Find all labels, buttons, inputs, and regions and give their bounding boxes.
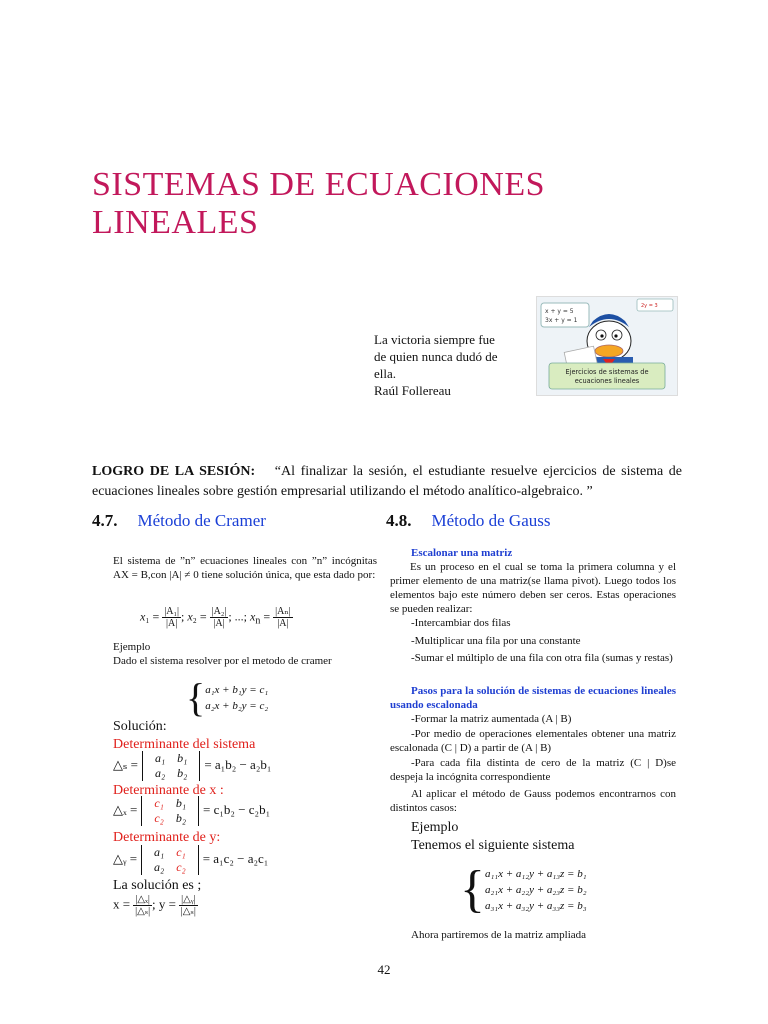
solution-formula: x = $\frac{\text{|△ₓ|}}{\text{|△ₛ|}}$ ; y = $\frac{\text{|△ᵧ|}}{\text{|△ₛ|}}$ [113, 894, 196, 917]
epigraph-quote [374, 331, 524, 399]
det-y-expression: △ᵧ = a₁ c₁ a₂ c₂ = a₁c₂ − a₂c₁ [113, 845, 269, 874]
quote-line: La victoria siempre fue [374, 332, 495, 347]
section-heading-gauss [386, 511, 550, 531]
cartoon-illustration [536, 296, 678, 396]
left-brace-icon: { [460, 861, 485, 918]
section-number: 4.8. [386, 511, 412, 530]
gauss-system [460, 861, 587, 918]
paso-item: -Formar la matriz aumentada (A | B) [411, 713, 572, 725]
svg-text:x + y = 5: x + y = 5 [545, 308, 574, 315]
quote-line: ella. [374, 366, 397, 381]
operation-item: -Intercambiar dos filas [411, 617, 511, 629]
svg-text:ecuaciones lineales: ecuaciones lineales [574, 377, 640, 385]
operation-item: -Sumar el múltiplo de una fila con otra fila (sumas y restas) [411, 652, 673, 664]
ahora-text: Ahora partiremos de la matriz ampliada [411, 929, 587, 941]
svg-text:Ejercicios de sistemas de: Ejercicios de sistemas de [565, 368, 649, 376]
determinant-matrix: a₁ c₁ a₂ c₂ [141, 845, 199, 875]
left-brace-icon: { [186, 675, 206, 720]
escalonar-heading: Escalonar una matriz [411, 547, 513, 559]
la-solucion-label: La solución es ; [113, 878, 202, 893]
det-s-expression: △ₛ = a₁ b₁ a₂ b₂ = a₁b₂ − a₂b₁ [113, 751, 272, 780]
system-equation: a₂x + b₂y = c₂ [205, 700, 269, 712]
cramer-intro: El sistema de ”n” ecuaciones lineales con ”n” incógnitas AX = B,con |A| ≠ 0 tiene solución única, que esta dado por: [113, 555, 377, 581]
chapter-title-line1: SISTEMAS DE ECUACIONES [92, 166, 546, 203]
escalonar-text: Es un proceso en el cual se toma la primera columna y el primer elemento de una matriz(se llama pivot). Luego todos los elementos bajo este número deben ser ceros. Estas operaciones se pueden realizar: [390, 561, 676, 615]
cramer-system [186, 675, 269, 720]
system-equation: a₁₁x + a₁₂y + a₁₃z = b₁ [484, 868, 587, 880]
learning-outcome [92, 462, 682, 502]
det-x-expression: △ₓ = c₁ b₁ c₂ b₂ = c₁b₂ − c₂b₁ [113, 796, 271, 825]
ejemplo-label: Ejemplo [113, 641, 151, 653]
system-equation: a₃₁x + a₃₂y + a₃₃z = b₃ [484, 900, 587, 912]
paso-item: -Para cada fila distinta de cero de la matriz (C | D)se despeja la incógnita correspondiente [390, 757, 676, 783]
chapter-title [92, 166, 692, 242]
system-equation: a₂₁x + a₂₂y + a₂₃z = b₂ [484, 884, 587, 896]
determinant-matrix: c₁ b₁ c₂ b₂ [141, 796, 199, 826]
pasos-heading: Pasos para la solución de sistemas de ecuaciones lineales usando escalonada [390, 685, 676, 711]
determinant-matrix: a₁ b₁ a₂ b₂ [142, 751, 200, 781]
section-title: Método de Gauss [431, 511, 551, 530]
learning-outcome-text: “Al finalizar la sesión, el estudiante resuelve ejercicios de sistema de ecuaciones lineales sobre gestión empresarial utilizando el método analítico-algebraico. ” [92, 464, 683, 499]
learning-outcome-label: LOGRO DE LA SESIÓN: [92, 464, 256, 479]
al-aplicar-text: Al aplicar el método de Gauss podemos encontrarnos con distintos casos: [390, 788, 676, 814]
chapter-title-line2: LINEALES [92, 204, 259, 241]
tenemos-text: Tenemos el siguiente sistema [411, 838, 575, 853]
ejemplo-text: Dado el sistema resolver por el metodo de cramer [113, 655, 332, 667]
det-sistema-label: Determinante del sistema [113, 737, 256, 752]
paso-item: -Por medio de operaciones elementales obtener una matriz escalonada (C | D) a partir de (A | B) [390, 728, 676, 754]
section-heading-cramer [92, 511, 266, 531]
svg-text:3x + y = 1: 3x + y = 1 [545, 317, 578, 324]
duck-cartoon-icon [537, 297, 677, 395]
page-number: 42 [377, 962, 391, 977]
det-y-label: Determinante de y: [113, 830, 221, 845]
quote-author: Raúl Follereau [374, 383, 451, 398]
section-title: Método de Cramer [137, 511, 266, 530]
system-equation: a₁x + b₁y = c₁ [205, 684, 269, 696]
section-number: 4.7. [92, 511, 118, 530]
det-x-label: Determinante de x : [113, 783, 224, 798]
ejemplo-label-gauss: Ejemplo [411, 820, 459, 835]
svg-text:2y = 3: 2y = 3 [641, 303, 658, 309]
cramer-formula: x₁ = $\frac{\text{|A₁|}}{|A|}$ ; x₂ = $\frac{\text{|A₂|}}{|A|}$ ; ...; $x_n$ = $\frac{\text{|Aₙ|}}{|A|}$ [140, 606, 291, 629]
quote-line: de quien nunca dudó de [374, 349, 498, 364]
operation-item: -Multiplicar una fila por una constante [411, 635, 581, 647]
solucion-label: Solución: [113, 719, 167, 734]
